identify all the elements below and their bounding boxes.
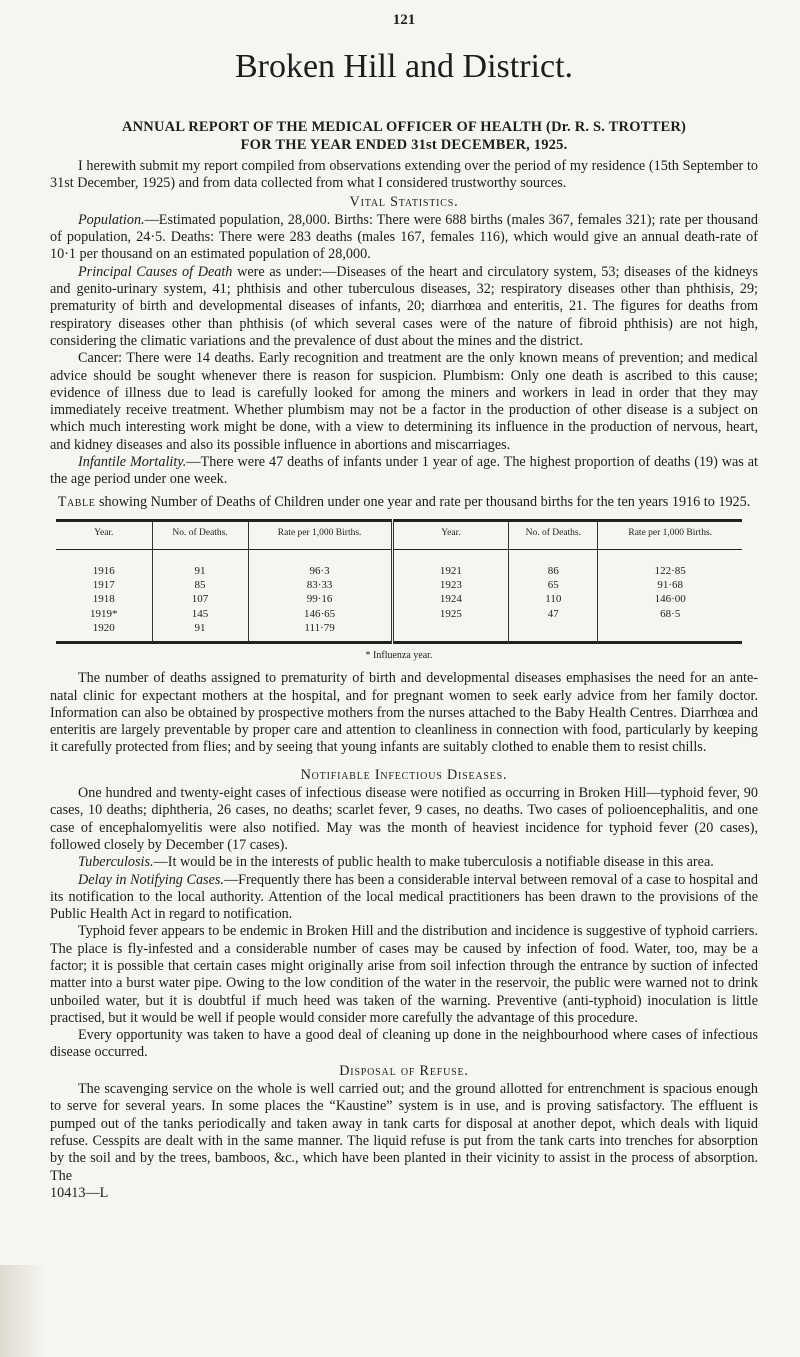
table-caption (50, 494, 758, 511)
infant-deaths-table (56, 519, 742, 644)
table-cell: 146·00 (598, 592, 742, 606)
table-cell: 65 (509, 578, 598, 592)
table-cell: 122·85 (598, 549, 742, 578)
table-cell: 96·3 (248, 549, 392, 578)
table-row (56, 621, 742, 643)
table-row (56, 549, 742, 578)
table-cell: 91 (152, 549, 248, 578)
table-cell: 47 (509, 607, 598, 621)
table-cell: 1923 (392, 578, 509, 592)
column-header: No. of Deaths. (509, 520, 598, 549)
table-row (56, 607, 742, 621)
table-cell (509, 621, 598, 643)
delay-text: —Frequently there has been a considerable interval between removal of a case to hospital and its notification to the local authority. Attention of the local medical practitioners has been drawn to the provisions of the Public Health Act in regard to notification. (50, 871, 758, 923)
table-cell: 99·16 (248, 592, 392, 606)
table-header-row (56, 520, 742, 549)
notifiable-paragraph: One hundred and twenty-eight cases of infectious disease were notified as occurring in Broken Hill—typhoid fever, 90 cases, 10 deaths; diphtheria, 26 cases, no deaths; scarlet fever, 9 cases, no deaths. Two cases of polioencephalitis, and one case of encephalomyelitis were also notified. May was the month of heaviest incidence for typhoid fever (20 cases), followed closely by December (17 cases). (50, 785, 758, 853)
column-header: Year. (56, 520, 152, 549)
cleaning-paragraph: Every opportunity was taken to have a good deal of cleaning up done in the neighbourhood where cases of infectious disease occurred. (50, 1027, 758, 1061)
page-number: 121 (392, 12, 416, 28)
table-footnote: * Influenza year. (365, 649, 433, 661)
table-cell: 107 (152, 592, 248, 606)
causes-label: Principal Causes of Death (78, 263, 233, 280)
population-text: —Estimated population, 28,000. Births: There were 688 births (males 367, females 321); rate per thousand of population, 24·5. Deaths: There were 283 deaths (males 167, females 116), which would give an annual death-rate of 10·1 per thousand on an estimated population of 28,000. (50, 211, 758, 263)
population-label: Population. (78, 211, 145, 228)
column-header: Year. (392, 520, 509, 549)
table-cell: 146·65 (248, 607, 392, 621)
report-body (50, 158, 758, 1202)
table-caption-lead: Table (57, 493, 96, 510)
section-heading-vital-statistics: Vital Statistics. (349, 193, 459, 210)
report-heading-line2: FOR THE YEAR ENDED 31st DECEMBER, 1925. (240, 137, 568, 153)
prematurity-paragraph: The number of deaths assigned to prematurity of birth and developmental diseases emphasises the need for an ante-natal clinic for expectant mothers at the hospital, and for pregnant women to seek early advice from her family doctor. Information can also be obtained by prospective mothers from the nurses attached to the Baby Health Centres. Diarrhœa and enteritis are largely preventable by proper care and attention to cleanliness in connection with food, particularly by keeping it carefully protected from flies; and by seeing that young infants are suitably clothed to enable them to resist chills. (50, 670, 758, 756)
table-cell: 1916 (92, 564, 115, 577)
table-cell: 1925 (392, 607, 509, 621)
column-header: Rate per 1,000 Births. (598, 520, 742, 549)
population-paragraph (50, 212, 758, 264)
refuse-paragraph: The scavenging service on the whole is well carried out; and the ground allotted for entrenchment is spacious enough to serve for several years. In some places the “Kaustine” system is in use, and is proving satisfactory. The effluent is pumped out of the tanks periodically and taken away in tank carts for disposal at another depot, which deals with liquid refuse. Cesspits are dealt with in the same manner. The liquid refuse is put from the tank carts into trenches for absorption by the soil and by the trees, bamboos, &c., which have been planted in their vicinity to assist in the process of absorption. The (50, 1081, 758, 1184)
table-cell (392, 621, 509, 643)
delay-paragraph (50, 872, 758, 924)
intro-paragraph: I herewith submit my report compiled from observations extending over the period of my residence (15th September to 31st December, 1925) and from data collected from what I considered trustworthy sources. (50, 158, 758, 192)
delay-label: Delay in Notifying Cases. (78, 871, 224, 888)
infant-deaths-table-wrapper (56, 519, 742, 664)
table-cell: 1921 (392, 549, 509, 578)
table-cell: 110 (509, 592, 598, 606)
section-heading-refuse: Disposal of Refuse. (339, 1062, 469, 1079)
tuberculosis-text: —It would be in the interests of public health to make tuberculosis a notifiable disease in this area. (153, 854, 714, 871)
table-cell: 1920 (56, 621, 152, 643)
table-cell: 1919* (90, 607, 118, 620)
tuberculosis-label: Tuberculosis. (78, 854, 154, 871)
causes-text: were as under:—Diseases of the heart and circulatory system, 53; diseases of the kidneys and genito-urinary system, 41; phthisis and other tuberculous diseases, 32; respiratory diseases other than phthisis, 29; prematurity of birth and developmental diseases of infants, 20; diarrhœa and enteritis, 21. The figures for deaths from respiratory diseases other than phthisis (of which several cases were of the nature of fibroid phthisis) are not high, considering the climatic variations and the prevalence of dust about the mines and the district. (50, 263, 758, 349)
causes-paragraph (50, 264, 758, 350)
table-cell: 86 (509, 549, 598, 578)
table-cell: 111·79 (248, 621, 392, 643)
column-header: Rate per 1,000 Births. (248, 520, 392, 549)
typhoid-paragraph: Typhoid fever appears to be endemic in Broken Hill and the distribution and incidence is suggestive of typhoid carriers. The place is fly-infested and a considerable number of cases may be caused by infection of food. Water, too, may be a factor; it is possible that certain cases might originally arise from soil infection through the entrance by suction of infected matter into a burst water pipe. Owing to the low condition of the water in the reservoir, the public were warned not to drink unboiled water, but it is doubtful if much heed was taken of the warning. Preventive (anti-typhoid) inoculation is little practised, but it would be well if people would consider more carefully the advantage of this procedure. (50, 923, 758, 1026)
section-heading-notifiable: Notifiable Infectious Diseases. (300, 766, 508, 783)
column-header: No. of Deaths. (152, 520, 248, 549)
table-caption-text: showing Number of Deaths of Children under one year and rate per thousand births for the ten years 1916 to 1925. (95, 493, 751, 510)
report-heading-line1: ANNUAL REPORT OF THE MEDICAL OFFICER OF HEALTH (Dr. R. S. TROTTER) (121, 119, 687, 135)
table-cell: 68·5 (598, 607, 742, 621)
infant-paragraph (50, 454, 758, 489)
table-cell: 1924 (392, 592, 509, 606)
cancer-paragraph: Cancer: There were 14 deaths. Early recognition and treatment are the only known means of prevention; and medical advice should be sought whenever there is reason for suspicion. Plumbism: Only one death is ascribed to this cause; evidence of illness due to lead is carefully looked for among the miners and workers in lead in order that they may immediately receive treatment. Whether plumbism may not be a factor in the production of other disease is a subject on which much interesting work might be done, with a view to determining its influence in the production of nervous, heart, and kidney diseases and also its possible influence in abortions and miscarriages. (50, 350, 758, 453)
table-cell: 1918 (92, 593, 115, 606)
table-cell (598, 621, 742, 643)
infant-label: Infantile Mortality. (78, 454, 187, 471)
table-row (56, 592, 742, 606)
table-cell: 91 (152, 621, 248, 643)
report-heading (50, 118, 758, 154)
printer-signature: 10413—L (50, 1184, 109, 1201)
table-row (56, 578, 742, 592)
infant-text: —There were 47 deaths of infants under 1 year of age. The highest proportion of deaths (19) was at the age period under one week. (50, 454, 758, 488)
table-cell: 85 (152, 578, 248, 592)
table-cell: 91·68 (598, 578, 742, 592)
page-corner-shadow (0, 1265, 46, 1357)
table-cell: 145 (152, 607, 248, 621)
tuberculosis-paragraph (50, 854, 758, 871)
table-cell: 83·33 (248, 578, 392, 592)
table-cell: 1917 (92, 579, 115, 592)
page-title: Broken Hill and District. (234, 48, 574, 85)
